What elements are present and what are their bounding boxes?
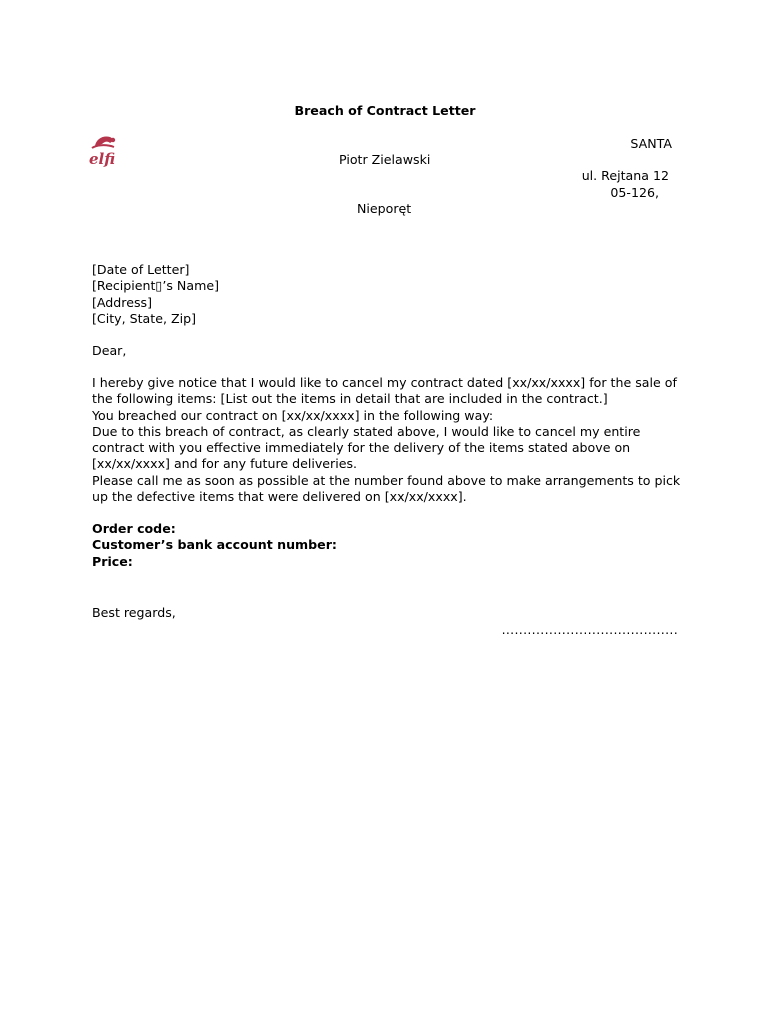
signature-line: ......................................... (501, 622, 678, 637)
recipient-name: [Recipient▯’s Name] (92, 278, 219, 294)
closing: Best regards, (92, 605, 176, 620)
letter-body (92, 375, 692, 505)
sender-city: Nieporęt (357, 201, 412, 216)
order-fields (92, 521, 692, 570)
elfi-logo (86, 132, 118, 170)
logo-lettering: elfi (89, 150, 116, 168)
sender-company: SANTA (630, 136, 672, 151)
sender-street: ul. Rejtana 12 (581, 168, 669, 183)
recipient-block (92, 262, 692, 327)
recipient-address: [Address] (92, 294, 152, 310)
recipient-date: [Date of Letter] (92, 262, 190, 277)
field-bank-account: Customer’s bank account number: (92, 537, 337, 553)
body-paragraph-notice: I hereby give notice that I would like to cancel my contract dated [xx/xx/xxxx] for the sale of the following items: [List out the items in detail that are included in the contract.] (92, 375, 677, 407)
body-paragraph-cancel: Due to this breach of contract, as clearly stated above, I would like to cancel my entire contract with you effective immediately for the delivery of the items stated above on [xx/xx/xxxx] and for any future deliveries. (92, 423, 641, 472)
sender-zip: 05-126, (610, 185, 659, 200)
recipient-city-state-zip: [City, State, Zip] (92, 310, 196, 326)
body-paragraph-pickup: Please call me as soon as possible at the number found above to make arrangements to pick up the defective items that were delivered on [xx/xx/xxxx]. (92, 472, 681, 505)
salutation: Dear, (92, 343, 127, 358)
sender-name: Piotr Zielawski (339, 152, 431, 167)
field-order-code: Order code: (92, 521, 176, 536)
field-price: Price: (92, 553, 133, 569)
body-paragraph-breach: You breached our contract on [xx/xx/xxxx] in the following way: (92, 407, 494, 423)
letter-title: Breach of Contract Letter (294, 103, 476, 118)
